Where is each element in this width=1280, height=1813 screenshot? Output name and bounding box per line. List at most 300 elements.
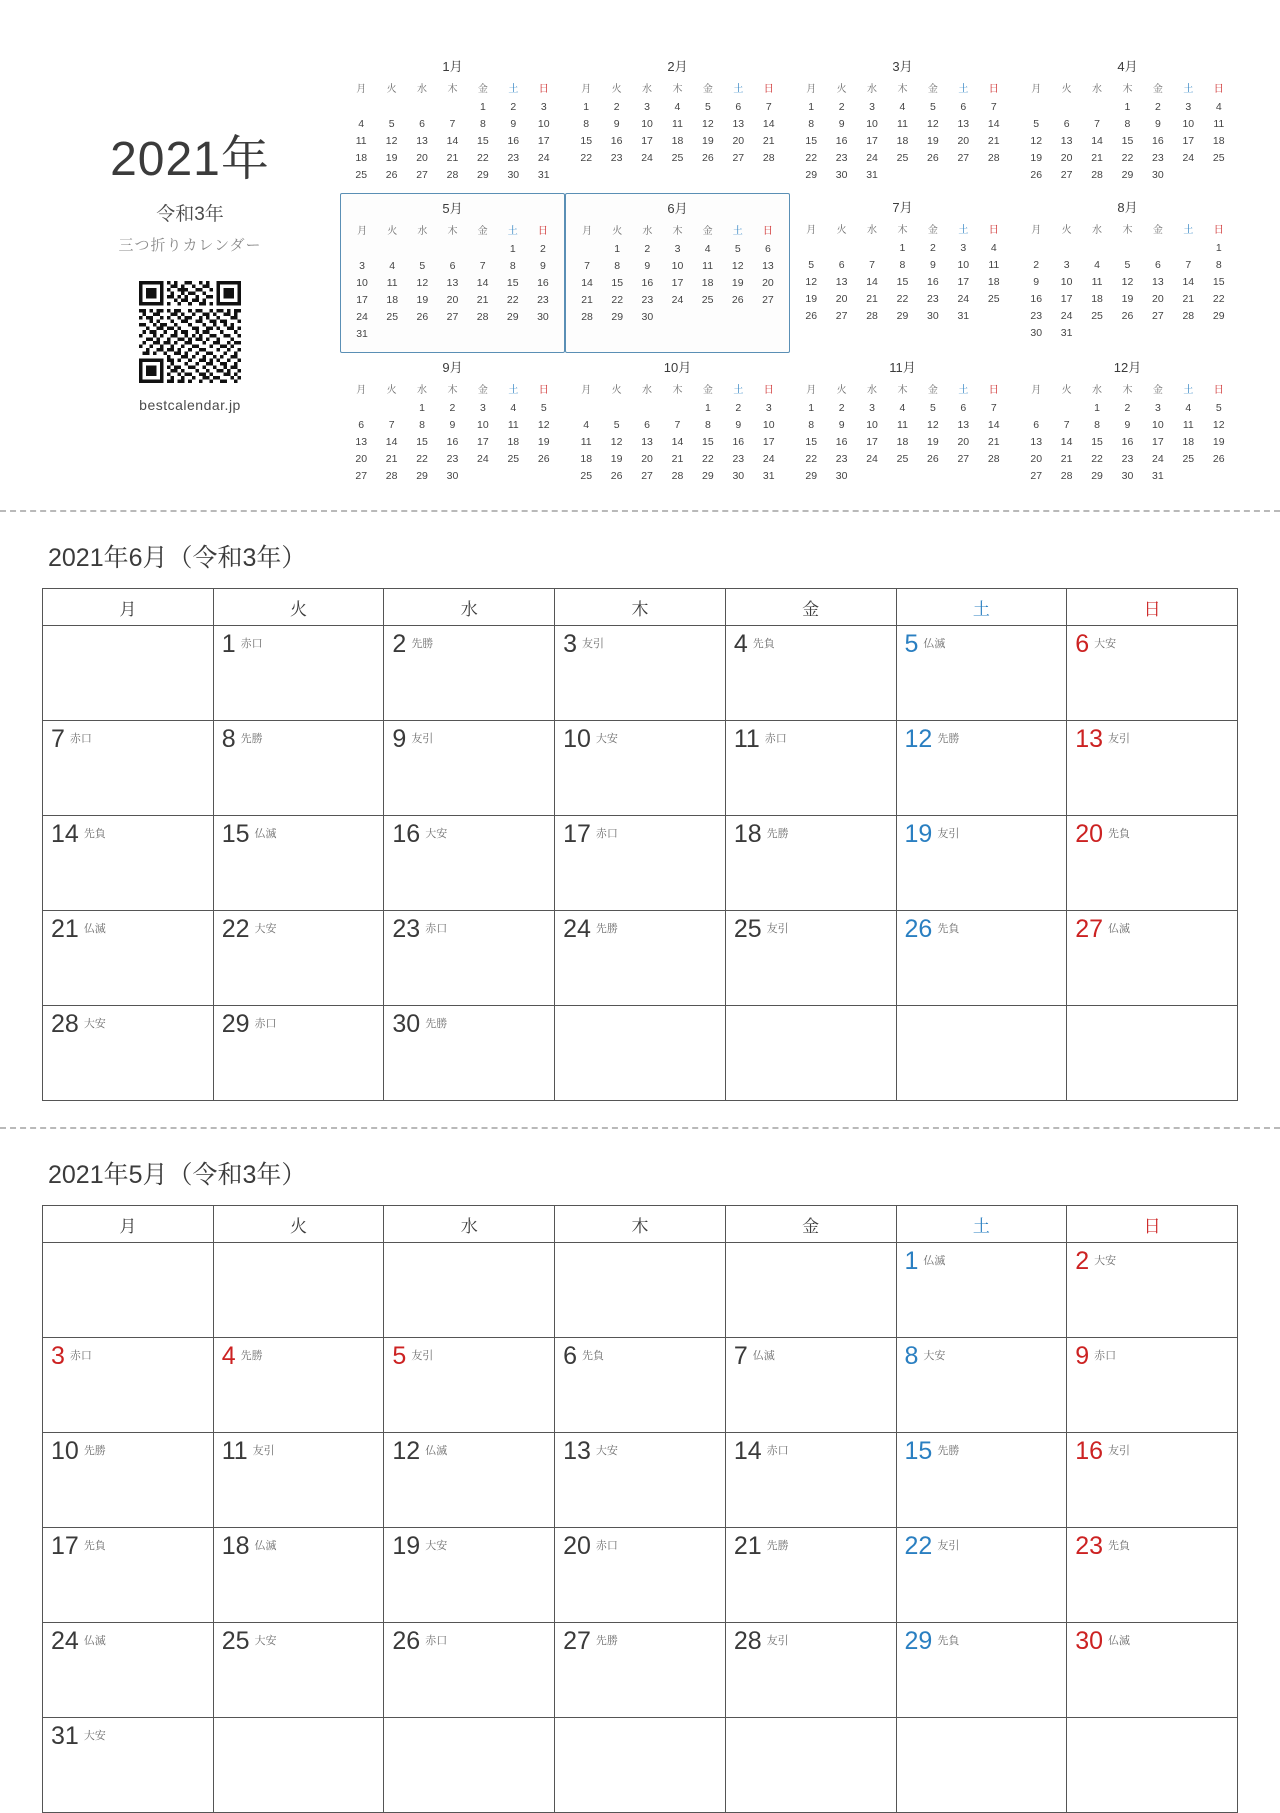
mini-day-cell[interactable]: 31 [356, 327, 368, 340]
mini-day-cell[interactable]: 4 [899, 401, 906, 414]
mini-day-cell[interactable]: 9 [510, 117, 517, 130]
day-cell[interactable] [213, 1338, 384, 1433]
mini-day-cell[interactable]: 31 [537, 168, 550, 181]
mini-day-cell[interactable]: 1 [479, 100, 486, 113]
mini-day-cell[interactable]: 28 [987, 151, 1000, 164]
mini-day-cell[interactable]: 25 [386, 310, 399, 323]
mini-day-cell[interactable]: 16 [1030, 292, 1043, 305]
mini-day-cell[interactable]: 21 [446, 151, 459, 164]
mini-day-cell[interactable]: 8 [1215, 258, 1222, 271]
mini-day-cell[interactable]: 16 [732, 435, 745, 448]
mini-day-cell[interactable]: 10 [1152, 418, 1164, 431]
mini-day-cell[interactable]: 12 [416, 276, 429, 289]
mini-day-cell[interactable]: 8 [479, 117, 486, 130]
mini-day-cell[interactable]: 27 [1060, 168, 1073, 181]
mini-day-cell[interactable]: 1 [509, 242, 516, 255]
mini-day-cell[interactable]: 10 [477, 418, 489, 431]
mini-day-cell[interactable]: 11 [386, 276, 398, 289]
mini-day-cell[interactable]: 8 [419, 418, 425, 431]
mini-day-cell[interactable]: 11 [988, 258, 1000, 271]
mini-day-cell[interactable]: 6 [1063, 117, 1070, 130]
day-cell[interactable] [725, 911, 896, 1006]
mini-day-cell[interactable]: 10 [957, 258, 970, 271]
mini-day-cell[interactable]: 20 [732, 134, 745, 147]
mini-day-cell[interactable]: 22 [611, 293, 624, 306]
mini-day-cell[interactable]: 18 [987, 275, 1000, 288]
mini-day-cell[interactable]: 30 [927, 309, 939, 322]
day-cell[interactable] [555, 626, 726, 721]
mini-day-cell[interactable]: 23 [835, 151, 848, 164]
mini-day-cell[interactable]: 26 [702, 151, 714, 164]
mini-day-cell[interactable]: 17 [477, 435, 489, 448]
mini-day-cell[interactable]: 24 [957, 292, 970, 305]
day-cell[interactable] [725, 721, 896, 816]
mini-day-cell[interactable]: 1 [1094, 401, 1100, 414]
mini-day-cell[interactable]: 29 [1121, 168, 1134, 181]
mini-day-cell[interactable]: 14 [1091, 134, 1103, 147]
mini-day-cell[interactable]: 22 [416, 452, 428, 465]
mini-day-cell[interactable]: 27 [957, 452, 970, 465]
mini-day-cell[interactable]: 12 [805, 275, 818, 288]
mini-day-cell[interactable]: 21 [1060, 452, 1073, 465]
day-cell[interactable] [43, 911, 214, 1006]
mini-day-cell[interactable]: 17 [1182, 134, 1195, 147]
mini-day-cell[interactable]: 2 [838, 401, 845, 414]
mini-day-cell[interactable]: 10 [537, 117, 550, 130]
mini-day-cell[interactable]: 24 [641, 151, 653, 164]
day-cell[interactable] [384, 1006, 555, 1101]
mini-day-cell[interactable]: 13 [762, 259, 774, 272]
mini-day-cell[interactable]: 20 [957, 435, 970, 448]
day-cell[interactable] [384, 816, 555, 911]
mini-day-cell[interactable]: 21 [581, 293, 593, 306]
mini-day-cell[interactable]: 16 [537, 276, 549, 289]
mini-day-cell[interactable]: 4 [389, 259, 396, 272]
mini-day-cell[interactable]: 4 [583, 418, 590, 431]
day-cell[interactable] [555, 1528, 726, 1623]
mini-day-cell[interactable]: 13 [732, 117, 745, 130]
mini-day-cell[interactable]: 16 [610, 134, 623, 147]
day-cell[interactable] [725, 626, 896, 721]
mini-day-cell[interactable]: 23 [835, 452, 848, 465]
mini-day-cell[interactable]: 17 [1060, 292, 1073, 305]
mini-day-cell[interactable]: 20 [957, 134, 970, 147]
day-cell[interactable] [1067, 626, 1238, 721]
mini-day-cell[interactable]: 8 [509, 259, 516, 272]
mini-day-cell[interactable]: 3 [674, 242, 681, 255]
mini-day-cell[interactable]: 27 [641, 469, 653, 482]
mini-day-cell[interactable]: 17 [957, 275, 970, 288]
day-cell[interactable] [896, 1623, 1067, 1718]
day-cell[interactable] [384, 1528, 555, 1623]
mini-day-cell[interactable]: 28 [1060, 469, 1073, 482]
day-cell[interactable] [555, 721, 726, 816]
mini-month[interactable] [790, 52, 1015, 193]
mini-day-cell[interactable]: 23 [1030, 309, 1043, 322]
mini-day-cell[interactable]: 11 [702, 259, 714, 272]
mini-day-cell[interactable]: 13 [1030, 435, 1043, 448]
mini-day-cell[interactable]: 28 [987, 452, 1000, 465]
mini-day-cell[interactable]: 1 [419, 401, 425, 414]
day-cell[interactable] [896, 721, 1067, 816]
mini-day-cell[interactable]: 24 [671, 293, 684, 306]
mini-day-cell[interactable]: 30 [1121, 469, 1134, 482]
mini-day-cell[interactable]: 29 [702, 469, 714, 482]
mini-day-cell[interactable]: 25 [671, 151, 684, 164]
mini-day-cell[interactable]: 11 [580, 435, 592, 448]
mini-day-cell[interactable]: 31 [1060, 326, 1073, 339]
mini-day-cell[interactable]: 13 [957, 117, 970, 130]
mini-day-cell[interactable]: 20 [446, 293, 459, 306]
mini-day-cell[interactable]: 8 [704, 418, 711, 431]
mini-day-cell[interactable]: 3 [1185, 100, 1192, 113]
mini-day-cell[interactable]: 9 [929, 258, 936, 271]
mini-day-cell[interactable]: 24 [1152, 452, 1164, 465]
mini-day-cell[interactable]: 2 [1154, 100, 1161, 113]
mini-day-cell[interactable]: 3 [1063, 258, 1070, 271]
mini-day-cell[interactable]: 25 [1182, 452, 1195, 465]
mini-day-cell[interactable]: 27 [835, 309, 848, 322]
mini-day-cell[interactable]: 14 [987, 117, 1000, 130]
mini-day-cell[interactable]: 12 [1121, 275, 1134, 288]
mini-day-cell[interactable]: 18 [671, 134, 684, 147]
mini-day-cell[interactable]: 29 [416, 469, 428, 482]
mini-day-cell[interactable]: 25 [896, 151, 909, 164]
mini-day-cell[interactable]: 2 [540, 242, 546, 255]
mini-day-cell[interactable]: 20 [416, 151, 428, 164]
mini-day-cell[interactable]: 24 [762, 452, 775, 465]
mini-day-cell[interactable]: 3 [869, 401, 875, 414]
mini-day-cell[interactable]: 14 [446, 134, 459, 147]
mini-day-cell[interactable]: 24 [477, 452, 489, 465]
day-cell[interactable] [213, 1433, 384, 1528]
mini-day-cell[interactable]: 9 [1124, 418, 1131, 431]
mini-day-cell[interactable]: 11 [897, 418, 908, 431]
mini-day-cell[interactable]: 23 [507, 151, 520, 164]
day-cell[interactable] [1067, 1243, 1238, 1338]
mini-day-cell[interactable]: 13 [416, 134, 428, 147]
mini-day-cell[interactable]: 12 [1212, 418, 1225, 431]
mini-day-cell[interactable]: 22 [1121, 151, 1134, 164]
mini-day-cell[interactable]: 27 [732, 151, 745, 164]
mini-day-cell[interactable]: 2 [735, 401, 742, 414]
mini-day-cell[interactable]: 8 [808, 418, 815, 431]
mini-day-cell[interactable]: 26 [1121, 309, 1134, 322]
mini-day-cell[interactable]: 13 [1152, 275, 1164, 288]
mini-day-cell[interactable]: 11 [355, 134, 367, 147]
mini-day-cell[interactable]: 26 [805, 309, 818, 322]
mini-day-cell[interactable]: 18 [1091, 292, 1103, 305]
mini-day-cell[interactable]: 19 [1212, 435, 1225, 448]
day-cell[interactable] [555, 1338, 726, 1433]
mini-day-cell[interactable]: 5 [929, 401, 936, 414]
mini-day-cell[interactable]: 7 [479, 259, 486, 272]
mini-day-cell[interactable]: 4 [358, 117, 365, 130]
mini-day-cell[interactable]: 28 [671, 469, 684, 482]
mini-day-cell[interactable]: 5 [1124, 258, 1131, 271]
day-cell[interactable] [1067, 1338, 1238, 1433]
mini-day-cell[interactable]: 2 [838, 100, 845, 113]
mini-day-cell[interactable]: 22 [702, 452, 714, 465]
mini-day-cell[interactable]: 26 [385, 168, 398, 181]
mini-day-cell[interactable]: 3 [359, 259, 365, 272]
mini-day-cell[interactable]: 19 [385, 151, 398, 164]
mini-day-cell[interactable]: 18 [507, 435, 520, 448]
mini-day-cell[interactable]: 30 [835, 469, 848, 482]
mini-day-cell[interactable]: 4 [1094, 258, 1100, 271]
mini-day-cell[interactable]: 10 [762, 418, 775, 431]
mini-day-cell[interactable]: 7 [869, 258, 875, 271]
mini-day-cell[interactable]: 19 [610, 452, 623, 465]
mini-day-cell[interactable]: 12 [385, 134, 398, 147]
day-cell[interactable] [213, 1006, 384, 1101]
mini-day-cell[interactable]: 17 [356, 293, 368, 306]
mini-day-cell[interactable]: 15 [805, 435, 818, 448]
mini-day-cell[interactable]: 17 [866, 134, 878, 147]
mini-day-cell[interactable]: 23 [732, 452, 745, 465]
mini-day-cell[interactable]: 28 [581, 310, 593, 323]
mini-day-cell[interactable]: 28 [1182, 309, 1195, 322]
mini-day-cell[interactable]: 3 [644, 100, 650, 113]
mini-day-cell[interactable]: 25 [355, 168, 368, 181]
mini-day-cell[interactable]: 13 [957, 418, 970, 431]
mini-day-cell[interactable]: 28 [866, 309, 878, 322]
mini-month[interactable] [565, 52, 790, 193]
mini-day-cell[interactable]: 16 [1121, 435, 1134, 448]
mini-day-cell[interactable]: 2 [613, 100, 620, 113]
mini-month[interactable] [340, 193, 565, 353]
mini-day-cell[interactable]: 31 [957, 309, 970, 322]
mini-day-cell[interactable]: 24 [356, 310, 368, 323]
day-cell[interactable] [43, 1006, 214, 1101]
mini-day-cell[interactable]: 31 [762, 469, 775, 482]
day-cell[interactable] [384, 721, 555, 816]
mini-day-cell[interactable]: 24 [866, 452, 878, 465]
mini-day-cell[interactable]: 5 [419, 259, 426, 272]
mini-month[interactable] [1015, 52, 1240, 193]
mini-day-cell[interactable]: 18 [1182, 435, 1195, 448]
mini-day-cell[interactable]: 26 [731, 293, 744, 306]
mini-day-cell[interactable]: 25 [896, 452, 909, 465]
day-cell[interactable] [43, 1433, 214, 1528]
mini-day-cell[interactable]: 12 [1030, 134, 1043, 147]
mini-day-cell[interactable]: 23 [537, 293, 549, 306]
mini-day-cell[interactable]: 18 [386, 293, 399, 306]
mini-day-cell[interactable]: 11 [1182, 418, 1194, 431]
mini-day-cell[interactable]: 3 [869, 100, 875, 113]
mini-day-cell[interactable]: 21 [987, 134, 1000, 147]
mini-day-cell[interactable]: 2 [510, 100, 517, 113]
mini-day-cell[interactable]: 14 [1060, 435, 1073, 448]
day-cell[interactable] [213, 721, 384, 816]
mini-day-cell[interactable]: 15 [896, 275, 909, 288]
mini-day-cell[interactable]: 9 [449, 418, 456, 431]
mini-day-cell[interactable]: 20 [355, 452, 368, 465]
mini-day-cell[interactable]: 6 [644, 418, 650, 431]
day-cell[interactable] [1067, 816, 1238, 911]
mini-day-cell[interactable]: 17 [1152, 435, 1164, 448]
mini-day-cell[interactable]: 9 [1154, 117, 1161, 130]
mini-day-cell[interactable]: 29 [477, 168, 489, 181]
mini-day-cell[interactable]: 7 [584, 259, 590, 272]
mini-day-cell[interactable]: 21 [476, 293, 489, 306]
mini-day-cell[interactable]: 21 [762, 134, 775, 147]
mini-day-cell[interactable]: 4 [990, 241, 997, 254]
mini-day-cell[interactable]: 30 [835, 168, 848, 181]
day-cell[interactable] [896, 1528, 1067, 1623]
mini-day-cell[interactable]: 30 [641, 310, 654, 323]
mini-day-cell[interactable]: 7 [449, 117, 456, 130]
mini-day-cell[interactable]: 6 [358, 418, 365, 431]
mini-day-cell[interactable]: 9 [1033, 275, 1040, 288]
mini-day-cell[interactable]: 12 [927, 117, 939, 130]
mini-day-cell[interactable]: 25 [701, 293, 714, 306]
mini-day-cell[interactable]: 20 [1030, 452, 1043, 465]
mini-day-cell[interactable]: 20 [762, 276, 774, 289]
mini-day-cell[interactable]: 16 [927, 275, 939, 288]
mini-day-cell[interactable]: 14 [385, 435, 398, 448]
mini-day-cell[interactable]: 15 [416, 435, 428, 448]
mini-day-cell[interactable]: 15 [702, 435, 714, 448]
mini-day-cell[interactable]: 17 [671, 276, 684, 289]
mini-day-cell[interactable]: 5 [388, 117, 395, 130]
mini-day-cell[interactable]: 5 [613, 418, 620, 431]
mini-day-cell[interactable]: 16 [835, 134, 848, 147]
mini-day-cell[interactable]: 21 [385, 452, 398, 465]
mini-day-cell[interactable]: 19 [927, 435, 939, 448]
mini-day-cell[interactable]: 25 [1212, 151, 1225, 164]
day-cell[interactable] [384, 626, 555, 721]
mini-day-cell[interactable]: 8 [1124, 117, 1131, 130]
mini-day-cell[interactable]: 7 [674, 418, 681, 431]
mini-day-cell[interactable]: 27 [416, 168, 428, 181]
mini-day-cell[interactable]: 15 [506, 276, 519, 289]
mini-day-cell[interactable]: 12 [610, 435, 623, 448]
day-cell[interactable] [43, 1528, 214, 1623]
mini-day-cell[interactable]: 16 [446, 435, 459, 448]
mini-day-cell[interactable]: 9 [613, 117, 620, 130]
mini-day-cell[interactable]: 20 [641, 452, 653, 465]
day-cell[interactable] [43, 816, 214, 911]
mini-day-cell[interactable]: 21 [1091, 151, 1103, 164]
mini-day-cell[interactable]: 16 [641, 276, 654, 289]
mini-day-cell[interactable]: 10 [866, 418, 878, 431]
mini-day-cell[interactable]: 21 [987, 435, 1000, 448]
mini-day-cell[interactable]: 10 [1182, 117, 1195, 130]
mini-day-cell[interactable]: 30 [1152, 168, 1164, 181]
day-cell[interactable] [43, 721, 214, 816]
mini-day-cell[interactable]: 13 [835, 275, 848, 288]
mini-day-cell[interactable]: 12 [702, 117, 714, 130]
mini-day-cell[interactable]: 7 [990, 401, 997, 414]
day-cell[interactable] [896, 911, 1067, 1006]
mini-day-cell[interactable]: 29 [1091, 469, 1103, 482]
mini-day-cell[interactable]: 7 [1063, 418, 1070, 431]
mini-day-cell[interactable]: 18 [896, 134, 909, 147]
mini-day-cell[interactable]: 6 [735, 100, 742, 113]
mini-day-cell[interactable]: 17 [762, 435, 775, 448]
mini-day-cell[interactable]: 30 [537, 310, 549, 323]
mini-day-cell[interactable]: 19 [702, 134, 714, 147]
mini-day-cell[interactable]: 18 [896, 435, 909, 448]
day-cell[interactable] [555, 1623, 726, 1718]
mini-day-cell[interactable]: 18 [1212, 134, 1225, 147]
day-cell[interactable] [213, 911, 384, 1006]
day-cell[interactable] [384, 911, 555, 1006]
mini-day-cell[interactable]: 5 [734, 242, 741, 255]
mini-day-cell[interactable]: 28 [1091, 168, 1103, 181]
mini-month[interactable] [340, 353, 565, 494]
mini-day-cell[interactable]: 26 [927, 151, 939, 164]
mini-day-cell[interactable]: 23 [1152, 151, 1164, 164]
mini-day-cell[interactable]: 10 [671, 259, 684, 272]
mini-day-cell[interactable]: 4 [674, 100, 681, 113]
mini-day-cell[interactable]: 3 [1154, 401, 1161, 414]
mini-day-cell[interactable]: 3 [540, 100, 547, 113]
mini-day-cell[interactable]: 24 [866, 151, 878, 164]
mini-day-cell[interactable]: 29 [506, 310, 519, 323]
day-cell[interactable] [43, 1623, 214, 1718]
mini-day-cell[interactable]: 23 [610, 151, 623, 164]
mini-day-cell[interactable]: 2 [449, 401, 456, 414]
mini-day-cell[interactable]: 1 [583, 100, 590, 113]
mini-day-cell[interactable]: 13 [446, 276, 459, 289]
mini-day-cell[interactable]: 20 [835, 292, 848, 305]
mini-day-cell[interactable]: 14 [762, 117, 775, 130]
mini-day-cell[interactable]: 18 [580, 452, 593, 465]
mini-day-cell[interactable]: 28 [446, 168, 459, 181]
mini-day-cell[interactable]: 9 [540, 259, 546, 272]
mini-day-cell[interactable]: 4 [1185, 401, 1192, 414]
mini-day-cell[interactable]: 23 [1121, 452, 1134, 465]
mini-day-cell[interactable]: 1 [808, 401, 815, 414]
day-cell[interactable] [213, 626, 384, 721]
mini-day-cell[interactable]: 14 [581, 276, 593, 289]
day-cell[interactable] [725, 1433, 896, 1528]
mini-month[interactable] [1015, 193, 1240, 353]
mini-day-cell[interactable]: 21 [1182, 292, 1195, 305]
mini-day-cell[interactable]: 31 [866, 168, 878, 181]
mini-day-cell[interactable]: 19 [731, 276, 744, 289]
mini-day-cell[interactable]: 23 [446, 452, 459, 465]
mini-day-cell[interactable]: 14 [866, 275, 878, 288]
mini-day-cell[interactable]: 19 [805, 292, 818, 305]
mini-day-cell[interactable]: 7 [990, 100, 997, 113]
mini-day-cell[interactable]: 12 [537, 418, 550, 431]
mini-month[interactable] [790, 353, 1015, 494]
mini-day-cell[interactable]: 6 [419, 117, 425, 130]
mini-day-cell[interactable]: 25 [507, 452, 520, 465]
mini-day-cell[interactable]: 27 [1030, 469, 1043, 482]
mini-day-cell[interactable]: 4 [899, 100, 906, 113]
mini-month[interactable] [1015, 353, 1240, 494]
day-cell[interactable] [725, 1528, 896, 1623]
mini-day-cell[interactable]: 30 [732, 469, 745, 482]
mini-day-cell[interactable]: 28 [762, 151, 775, 164]
mini-day-cell[interactable]: 29 [611, 310, 624, 323]
day-cell[interactable] [1067, 1623, 1238, 1718]
mini-day-cell[interactable]: 3 [765, 401, 772, 414]
day-cell[interactable] [555, 816, 726, 911]
day-cell[interactable] [896, 1338, 1067, 1433]
day-cell[interactable] [725, 816, 896, 911]
mini-day-cell[interactable]: 10 [866, 117, 878, 130]
mini-day-cell[interactable]: 18 [355, 151, 368, 164]
mini-day-cell[interactable]: 26 [416, 310, 429, 323]
day-cell[interactable] [384, 1623, 555, 1718]
mini-day-cell[interactable]: 17 [866, 435, 878, 448]
mini-day-cell[interactable]: 2 [644, 242, 651, 255]
